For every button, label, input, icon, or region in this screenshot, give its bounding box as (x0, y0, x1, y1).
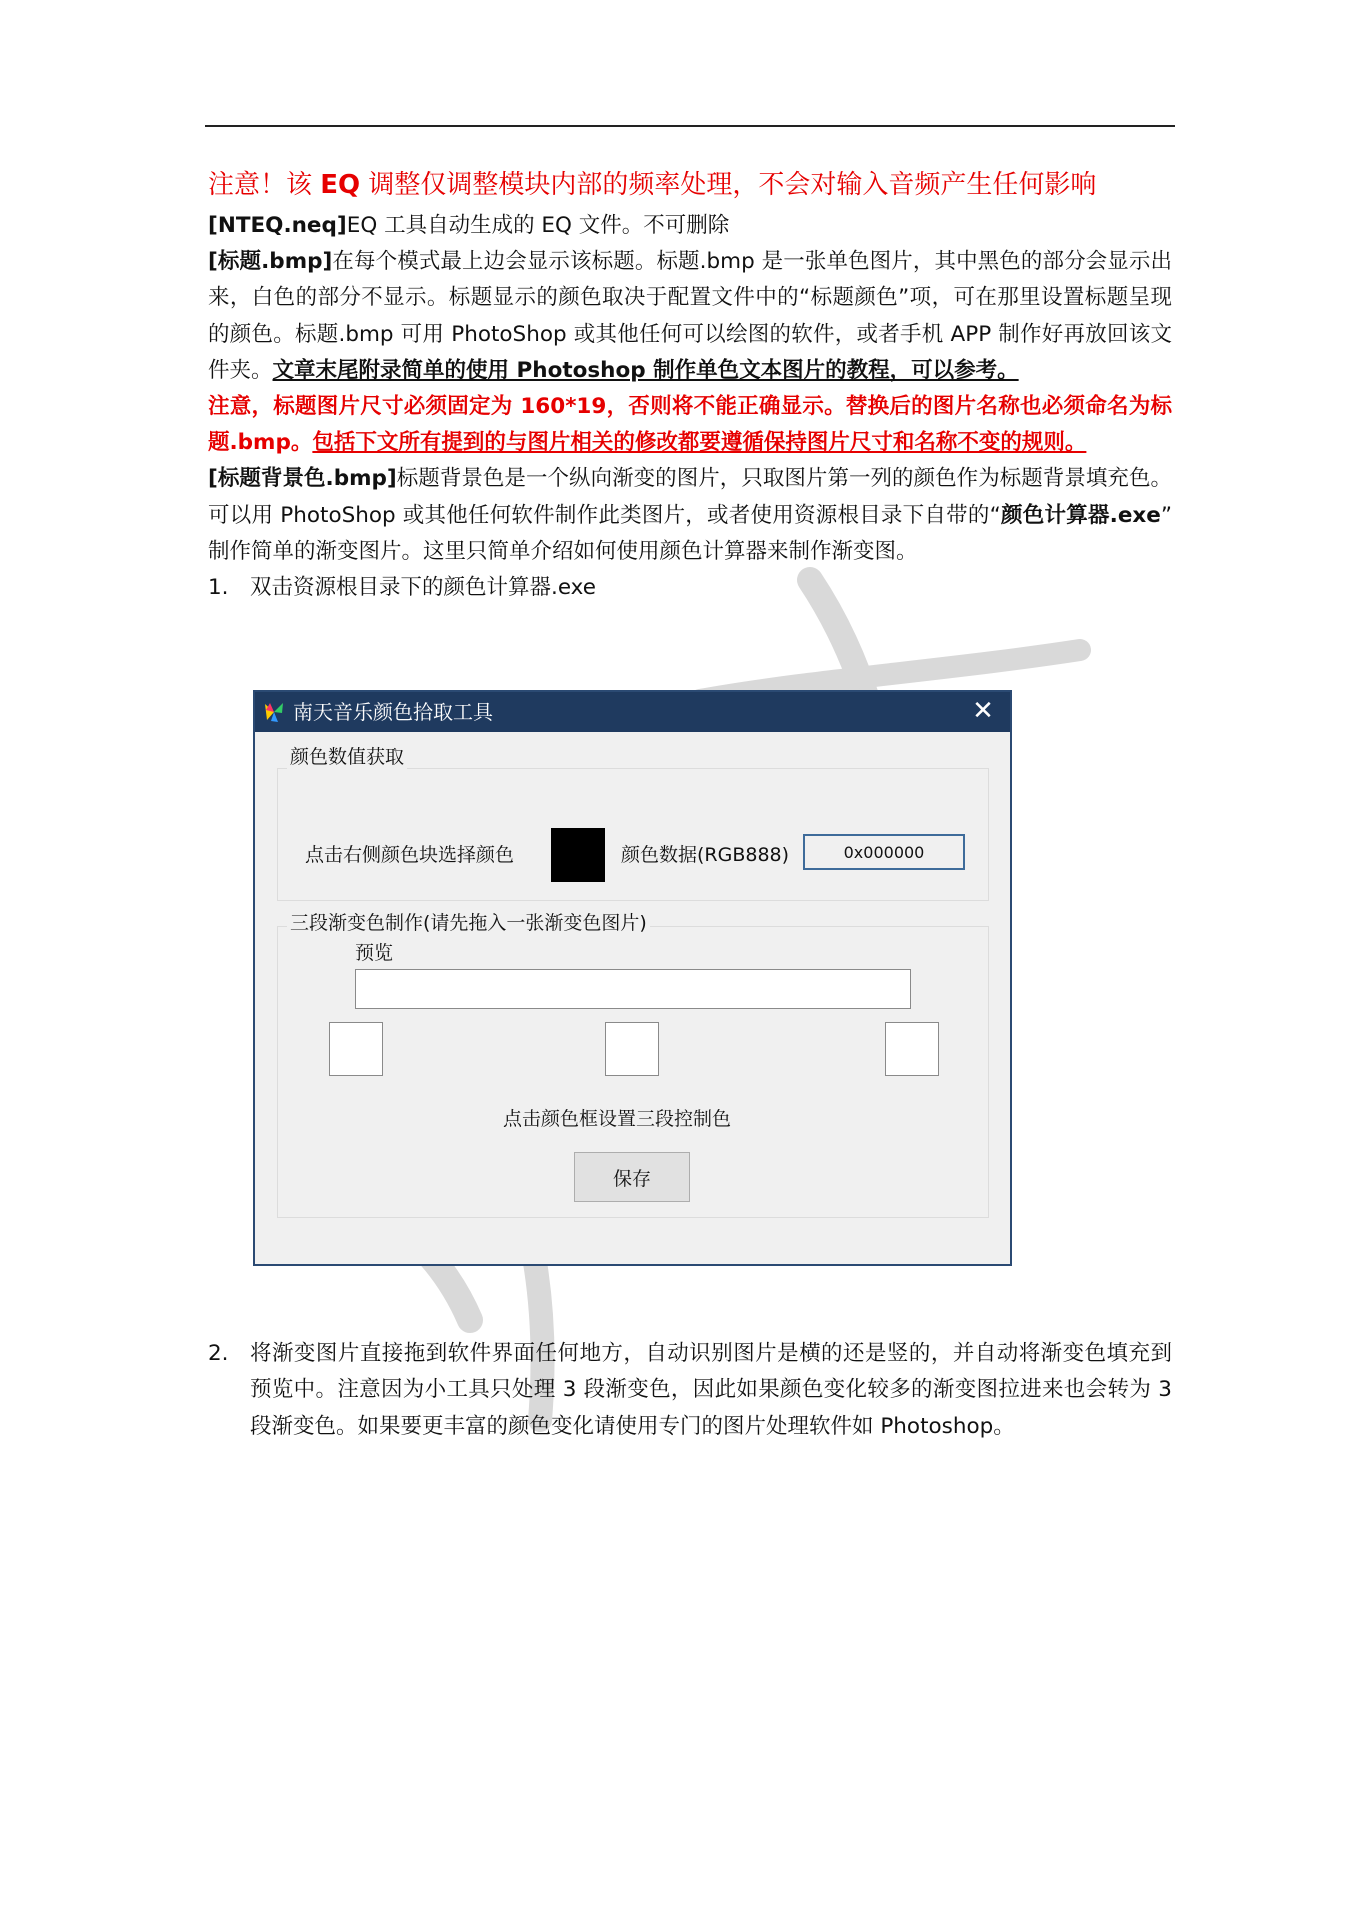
window-title: 南天音乐颜色拾取工具 (293, 700, 493, 724)
list-item: 1. 双击资源根目录下的颜色计算器.exe (208, 575, 596, 601)
app-logo-icon (262, 700, 286, 724)
save-button[interactable]: 保存 (574, 1152, 690, 1202)
title-bmp-paragraph: [标题.bmp]在每个模式最上边会显示该标题。标题.bmp 是一张单色图片，其中黑色的部分会显示出来，白色的部分不显示。标题显示的颜色取决于配置文件中的“标题颜色”项，可在那里设置标题呈现的颜色。标题.bmp 可用 PhotoShop 或其他任何可以绘图的软件，或者手机 APP 制作好再放回该文件夹。文章末尾附录简单的使用 Photoshop 制作单色文本图片的教程，可以参考。 (208, 249, 1172, 383)
title-bg-paragraph: [标题背景色.bmp]标题背景色是一个纵向渐变的图片，只取图片第一列的颜色作为标题背景填充色。可以用 PhotoShop 或其他任何软件制作此类图片，或者使用资源根目录下自带的“颜色计算器.exe” 制作简单的渐变图片。这里只简单介绍如何使用颜色计算器来制作渐变图。 (208, 466, 1173, 564)
gradient-color-box-3[interactable] (885, 1022, 939, 1076)
color-swatch[interactable] (551, 828, 605, 882)
close-icon[interactable]: ✕ (972, 696, 994, 726)
nteq-paragraph: [NTEQ.neq]EQ 工具自动生成的 EQ 文件。不可删除 (208, 213, 730, 238)
color-picker-window (253, 690, 1012, 1266)
gradient-preview (355, 969, 911, 1009)
eq-notice-heading: 注意！该 EQ 调整仅调整模块内部的频率处理，不会对输入音频产生任何影响 (208, 170, 1097, 200)
header-rule (205, 125, 1175, 127)
window-title-bar[interactable] (255, 692, 1010, 732)
set-colors-label: 点击颜色框设置三段控制色 (503, 1108, 732, 1130)
window-body (255, 732, 1010, 1264)
size-warning-paragraph: 注意，标题图片尺寸必须固定为 160*19，否则将不能正确显示。替换后的图片名称也必须命名为标题.bmp。包括下文所有提到的与图片相关的修改都要遵循保持图片尺寸和名称不变的规则。 (208, 394, 1172, 456)
gradient-color-box-2[interactable] (605, 1022, 659, 1076)
gradient-group-label: 三段渐变色制作(请先拖入一张渐变色图片) (287, 910, 650, 936)
rgb-label: 颜色数据(RGB888) (621, 844, 790, 866)
rgb-value-field[interactable] (803, 834, 965, 870)
color-value-group-label: 颜色数值获取 (287, 744, 407, 770)
gradient-color-box-1[interactable] (329, 1022, 383, 1076)
appendix-link[interactable]: 文章末尾附录简单的使用 Photoshop 制作单色文本图片的教程，可以参考。 (272, 357, 1019, 383)
preview-label: 预览 (355, 942, 394, 964)
list-item: 2. 将渐变图片直接拖到软件界面任何地方，自动识别图片是横的还是竖的，并自动将渐变色填充到预览中。注意因为小工具只处理 3 段渐变色，因此如果颜色变化较多的渐变图拉进来也会转为 3 段渐变色。如果要更丰富的颜色变化请使用专门的图片处理软件如 Photoshop。 (208, 1341, 1172, 1439)
pick-color-label: 点击右侧颜色块选择颜色 (305, 844, 515, 866)
